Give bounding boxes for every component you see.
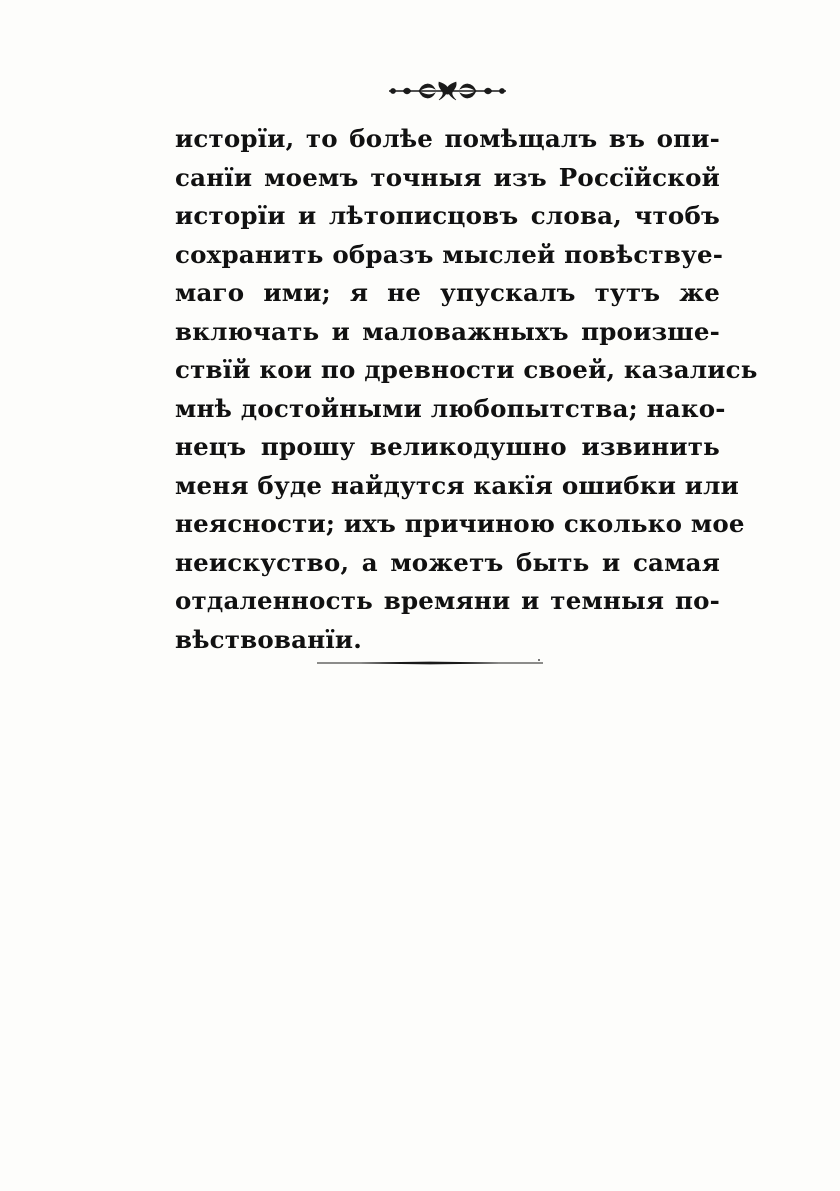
- tapered-rule-icon: [315, 656, 545, 670]
- body-text: [175, 120, 758, 659]
- text-line: вѣствованïи.: [175, 624, 362, 654]
- text-line: маго ими; я не упускалъ тутъ же: [175, 278, 720, 307]
- floral-headpiece-icon: [385, 78, 510, 104]
- text-line: неясности; ихъ причиною сколько мое: [175, 509, 745, 538]
- text-line: неискуство, а можетъ быть и самая: [175, 547, 720, 577]
- text-line: исторïи, то болѣе помѣщалъ въ опи-: [175, 124, 720, 153]
- text-line: мнѣ достойными любопытства; нако-: [175, 393, 726, 423]
- text-line: меня буде найдутся какïя ошибки или: [175, 470, 740, 500]
- text-line: отдаленность времяни и темныя по-: [175, 586, 720, 615]
- text-line: нецъ прошу великодушно извинить: [175, 432, 720, 461]
- text-line: ствïй кои по древности своей, казались: [175, 355, 758, 384]
- text-line: включать и маловажныхъ произше-: [175, 316, 720, 346]
- text-line: исторïи и лѣтописцовъ слова, чтобъ: [175, 201, 720, 230]
- text-line: санïи моемъ точныя изъ Россïйской: [175, 162, 720, 192]
- text-line: сохранить образъ мыслей повѣствуе-: [175, 239, 724, 269]
